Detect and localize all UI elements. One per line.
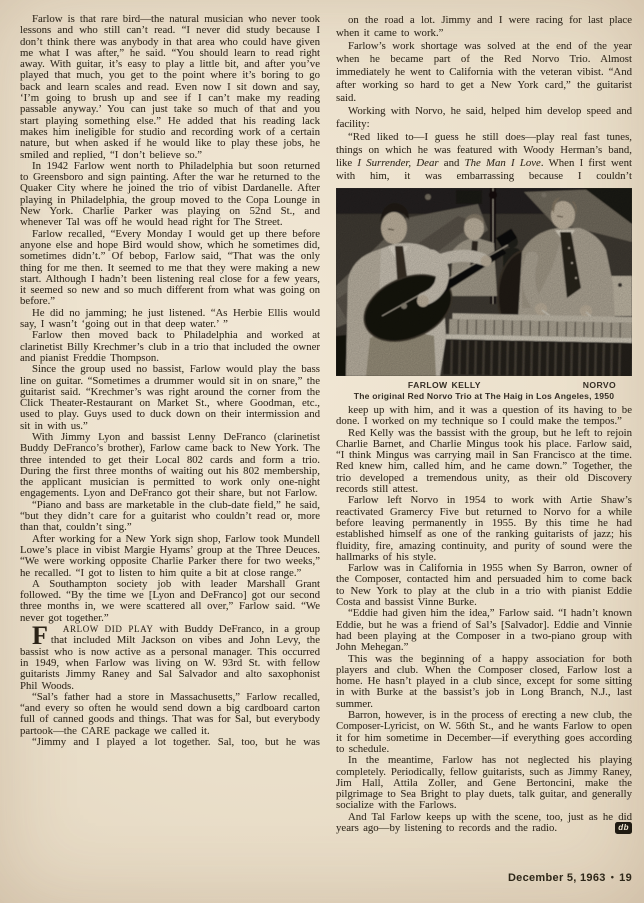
paragraph: Working with Norvo, he said, helped him develop speed and facility:	[336, 105, 632, 130]
paragraph: After working for a New York sign shop, Farlow took Mundell Lowe’s place in vibist Margie Hyams’ group at the Three Deuces. “We were working opposite Charlie Parker there for two weeks,” he recalled. “I got to listen to him quite a bit at close range.”	[20, 532, 320, 579]
caption-name-farlow: FARLOW	[407, 380, 448, 390]
page-footer	[508, 872, 632, 884]
paragraph: Since the group used no bassist, Farlow would play the bass line on guitar. “Sometimes a drummer would sit in on snare,” the guitarist said. “Krechmer’s was right around the corner from the Click Theater-Restaurant on Market St., where Goodman, etc., used to play. Guys used to duck down on their intermission and sit in with us.”	[20, 363, 320, 432]
paragraph: With Jimmy Lyon and bassist Lenny DeFranco (clarinetist Buddy DeFranco’s brother), Farlow came back to New York. The three intended to get their Local 802 cards and form a trio. During the first three months of waiting out his 802 membership, the applicant musician is permitted to work only one-night engagements. Lyon and DeFranco got their share, but not Farlow.	[20, 430, 320, 500]
song-title: The Man I Love	[464, 157, 541, 169]
paragraph-with-dropcap	[20, 621, 320, 692]
paragraph: Farlow’s work shortage was solved at the end of the year when he became part of the Red Norvo Trio. Almost immediately he went to California with the veteran vibist. “And after working so hard to get a New York card,” the guitarist said.	[336, 40, 632, 104]
paragraph-continuation: on the road a lot. Jimmy and I were racing for last place when it came to work.”	[336, 14, 632, 39]
paragraph: Barron, however, is in the process of erecting a new club, the Composer-Lyricist, on W. 56th St., and he wants Farlow to open it for him sometime in December—if everything goes according to schedule.	[336, 709, 632, 755]
film-grain-overlay	[336, 188, 632, 376]
paragraph: “Piano and bass are marketable in the club-date field,” he said, “but they didn’t care for a guitarist who couldn’t read or, more than that, couldn’t sing.”	[20, 498, 320, 534]
paragraph: Farlow is that rare bird—the natural musician who never took lessons and who still can’t read. “I never did study because I don’t think there was anybody in that area who could have given me what I was after,” he said. “You should learn to read right away. With guitar, it’s easy to play a little bit, and after you’ve played that much, you get to the point where it’s boring to go back and learn scales and read. Even now I sit down and say, ‘I’m going to brush up and see if I can’t make my reading passable anyway.’ You can just take so much of that and you start playing something else.” He added that his reading lack makes him ineligible for studio and recording work of a certain nature, but when asked if he would like to play these jobs, he smiled and replied, “I don’t believe so.”	[20, 13, 320, 161]
paragraph: This was the beginning of a happy association for both players and club. When the Composer closed, Farlow lost a home. He hasn’t played in a club since, except for some sitting in with Burke at the bassist’s job in Long Branch, N.J., last summer.	[336, 652, 632, 710]
caption-name-kelly: KELLY	[451, 380, 481, 390]
downbeat-end-mark: db	[615, 822, 632, 834]
paragraph-text: and	[438, 157, 465, 169]
paragraph: Farlow recalled, “Every Monday I would get up there before anyone else and hope Bird would show, which he sometimes did, sometimes didn’t.” Of bebop, Farlow said, “That was the only thing for me then. It seemed to me that they were making a new start. Although I hadn’t been listening real close for a few years, it seemed so new and so much different from what was going on before.”	[20, 227, 320, 308]
left-column	[20, 14, 320, 748]
paragraph-continued: “Jimmy and I played a lot together. Sal, too, but he was	[32, 736, 320, 748]
paragraph: “Eddie had given him the idea,” Farlow said. “I hadn’t known Eddie, but he was a friend of Sal’s [Salvador]. Eddie and Vinnie had been playing at the Composer in a two-piano group with John Mehegan.”	[336, 607, 632, 654]
paragraph: “Sal’s father had a store in Massachusetts,” Farlow recalled, “and every so often he would send down a big cardboard carton full of canned goods and things. That was for Sal, but everybody partook—the CARE package we called it.	[20, 690, 320, 737]
paragraph: In 1942 Farlow went north to Philadelphia but soon returned to Greensboro and sign painting. After the war he returned to the Quaker City where he joined the trio of vibist Dardanelle. After playing in Philadelphia, the group moved to the Copa Lounge in New York. Charlie Parker was playing on 52nd St., and whenever Tal was off he would head right for The Street.	[20, 159, 320, 229]
issue-date: December 5, 1963	[507, 872, 606, 884]
photo-caption	[336, 380, 632, 401]
drop-cap: F	[32, 621, 48, 651]
paragraph-text: with Buddy DeFranco, in a group that included Milt Jackson on vibes and John Levy, the bassist who is now active as a personal manager. This occurred in 1949, when Farlow was living on W. 93rd St. with fellow guitarists Jimmy Raney and Sal Salvador and alto saxophonist Phil Woods.	[20, 623, 320, 692]
footer-bullet: •	[610, 872, 615, 882]
caption-text: The original Red Norvo Trio at The Haig in Los Angeles, 1950	[353, 391, 615, 401]
paragraph-text: “Red liked to—I guess he still does—play real fast tunes, things on which he was featured with Woody Herman’s band, like	[336, 131, 632, 169]
paragraph-with-song-titles	[336, 131, 632, 183]
red-norvo-trio-photo	[336, 188, 632, 401]
paragraph: Red Kelly was the bassist with the group, but he left to rejoin Charlie Barnet, and Charlie Mingus took his place. Farlow said, “I think Mingus was carrying mail in San Francisco at the time. Red knew him, called him, and he came down.” Together, the trio developed a tremendous unity, as their old Discovery records still attest.	[336, 426, 632, 496]
photo-illustration	[336, 188, 632, 376]
paragraph: A Southampton society job with leader Marshall Grant followed. “By the time we [Lyon and DeFranco] got our second three months in, we were scattered all over,” Farlow said. “We never got together.”	[20, 577, 320, 624]
closing-paragraph	[336, 812, 632, 835]
page-number: 19	[619, 872, 632, 884]
paragraph-continuation: keep up with him, and it was a question of its having to be done. I worked on my technique so I could make the tempos.”	[336, 404, 632, 428]
paragraph-text: And Tal Farlow keeps up with the scene, too, just as he did years ago—by listening to records and the radio.	[336, 810, 632, 834]
paragraph: He did no jamming; he just listened. “As Herbie Ellis would say, I wasn’t ‘going out in that deep water.’ ”	[20, 306, 320, 331]
paragraph: In the meantime, Farlow has not neglected his playing completely. Periodically, fellow guitarists, such as Jimmy Raney, Jim Hall, Attila Zoller, and Gene Bertoncini, make the pilgrimage to Sea Bright to play duets, talk guitar, and generally socialize with the Farlows.	[336, 754, 632, 812]
paragraph: Farlow left Norvo in 1954 to work with Artie Shaw’s reactivated Gramercy Five but returned to Norvo for a while before leaving permanently in 1955. By this time he had established himself as one of the ranking guitarists of jazz; his fluidity, fire, amazing continuity, and purity of sound were the hallmarks of his style.	[336, 494, 632, 563]
small-caps-lead: ARLOW DID PLAY	[62, 624, 154, 635]
song-title: I Surrender, Dear	[357, 157, 439, 169]
caption-names-row	[336, 380, 632, 390]
paragraph: Farlow then moved back to Philadelphia and worked at clarinetist Billy Krechmer’s club in a trio that included the owner and pianist Freddie Thompson.	[20, 329, 320, 364]
paragraph: Farlow was in California in 1955 when Sy Barron, owner of the Composer, contacted him and persuaded him to come back to New York to play at the club in a trio with pianist Eddie Costa and bassist Vinne Burke.	[336, 562, 632, 609]
paragraph-text: . When I first went with him, it was embarrassing because I couldn’t	[336, 157, 632, 182]
caption-name-norvo: NORVO	[582, 380, 617, 390]
right-column-bottom-text	[336, 405, 632, 834]
right-column	[336, 14, 632, 834]
right-column-top-text	[336, 14, 632, 183]
